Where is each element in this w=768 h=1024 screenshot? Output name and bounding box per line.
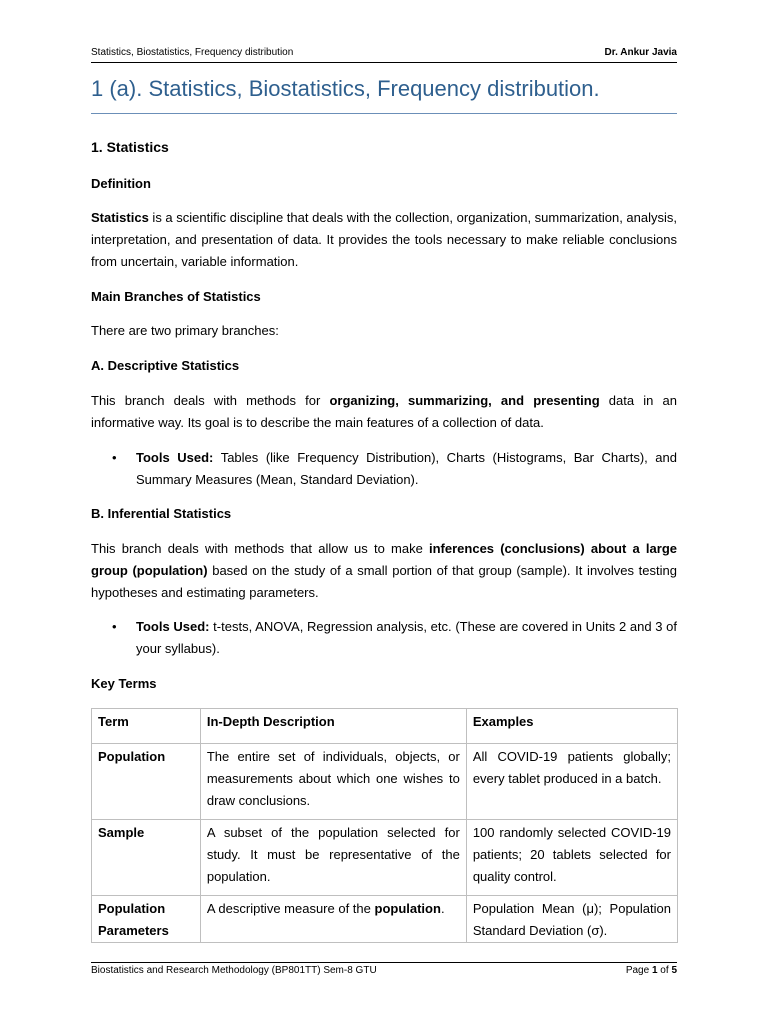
- description-text: A subset of the population selected for study. It must be representative of the population.: [206, 825, 460, 884]
- description-text: The entire set of individuals, objects, or measurements about which one wishes to draw conclusions.: [206, 749, 460, 808]
- definition-paragraph: [91, 207, 677, 273]
- descriptive-text-bold: organizing, summarizing, and presenting: [329, 393, 600, 408]
- example-cell: [466, 896, 677, 943]
- document-title: 1 (a). Statistics, Biostatistics, Frequency distribution.: [91, 74, 677, 114]
- descriptive-heading: A. Descriptive Statistics: [91, 358, 240, 373]
- term-population: Population: [98, 749, 166, 764]
- example-text: All COVID-19 patients globally; every tablet produced in a batch.: [472, 749, 671, 786]
- table-header-row: [92, 709, 678, 744]
- inferential-tools-bullet: [112, 616, 677, 660]
- table-header-cell: [92, 709, 201, 744]
- branches-heading: Main Branches of Statistics: [91, 289, 261, 304]
- header-author: Dr. Ankur Javia: [604, 47, 677, 58]
- inferential-heading: B. Inferential Statistics: [91, 506, 232, 521]
- term-cell: [92, 820, 201, 896]
- definition-heading: Definition: [91, 176, 151, 191]
- bullet-icon: •: [112, 619, 117, 634]
- term-cell: [92, 744, 201, 820]
- page-of: of: [657, 965, 672, 976]
- description-text: [207, 896, 460, 920]
- header-term: Term: [98, 714, 129, 729]
- page-header: [91, 44, 677, 63]
- inferential-text-bold: inferences (conclusions) about a large group (population): [91, 541, 678, 578]
- table-row: [92, 820, 678, 896]
- footer-page-number: [626, 965, 677, 976]
- definition-text: is a scientific discipline that deals with the collection, organization, summarization, analysis, interpretation, and presentation of data. It provides the tools necessary to make reliable conclusions from uncertain, variable information.: [91, 210, 678, 269]
- inferential-text-pre: This branch deals with methods that allow us to make: [91, 541, 429, 556]
- table-header-cell: [200, 709, 466, 744]
- key-terms-heading: Key Terms: [91, 676, 157, 691]
- table-row: [92, 896, 678, 943]
- descriptive-tools-bullet: [112, 447, 677, 491]
- branches-intro: There are two primary branches:: [91, 323, 279, 338]
- key-terms-table: [91, 708, 678, 943]
- table-header-cell: [466, 709, 677, 744]
- descriptive-tools-label: Tools Used:: [136, 450, 214, 465]
- descriptive-paragraph: [91, 390, 677, 434]
- inferential-tools-text: t-tests, ANOVA, Regression analysis, etc. (These are covered in Units 2 and 3 of your syllabus).: [136, 619, 677, 656]
- inferential-tools-label: Tools Used:: [136, 619, 210, 634]
- description-cell: [200, 896, 466, 943]
- table-row: [92, 744, 678, 820]
- description-post: .: [440, 901, 445, 916]
- descriptive-text-pre: This branch deals with methods for: [91, 393, 330, 408]
- section-heading-statistics: 1. Statistics: [91, 139, 169, 155]
- description-cell: [200, 744, 466, 820]
- header-description: In-Depth Description: [206, 714, 335, 729]
- example-cell: [466, 820, 677, 896]
- page-footer: [91, 962, 677, 979]
- footer-course-text: Biostatistics and Research Methodology (BP801TT) Sem-8 GTU: [91, 965, 377, 976]
- header-left-text: Statistics, Biostatistics, Frequency distribution: [91, 47, 294, 58]
- term-cell: [92, 896, 201, 943]
- example-text: Population Mean (μ); Population Standard Deviation (σ).: [472, 901, 671, 938]
- descriptive-tools-text: Tables (like Frequency Distribution), Charts (Histograms, Bar Charts), and Summary Measures (Mean, Standard Deviation).: [136, 450, 677, 487]
- header-examples: Examples: [472, 714, 534, 729]
- example-text: 100 randomly selected COVID-19 patients; 20 tablets selected for quality control.: [472, 825, 671, 884]
- page-current: 1: [651, 965, 658, 976]
- page-label: Page: [625, 965, 652, 976]
- definition-term: Statistics: [91, 210, 149, 225]
- inferential-paragraph: [91, 538, 677, 604]
- term-sample: Sample: [98, 825, 145, 840]
- page-total: 5: [671, 965, 677, 976]
- inferential-text-post: based on the study of a small portion of that group (sample). It involves testing hypotheses and estimating parameters.: [91, 563, 677, 600]
- bullet-icon: •: [112, 450, 117, 465]
- term-population-parameters: Population Parameters: [98, 901, 169, 938]
- description-cell: [200, 820, 466, 896]
- descriptive-text-post: data in an informative way. Its goal is to describe the main features of a collection of data.: [91, 393, 678, 430]
- example-cell: [466, 744, 677, 820]
- description-bold: population: [374, 901, 441, 916]
- description-pre: A descriptive measure of the: [206, 901, 375, 916]
